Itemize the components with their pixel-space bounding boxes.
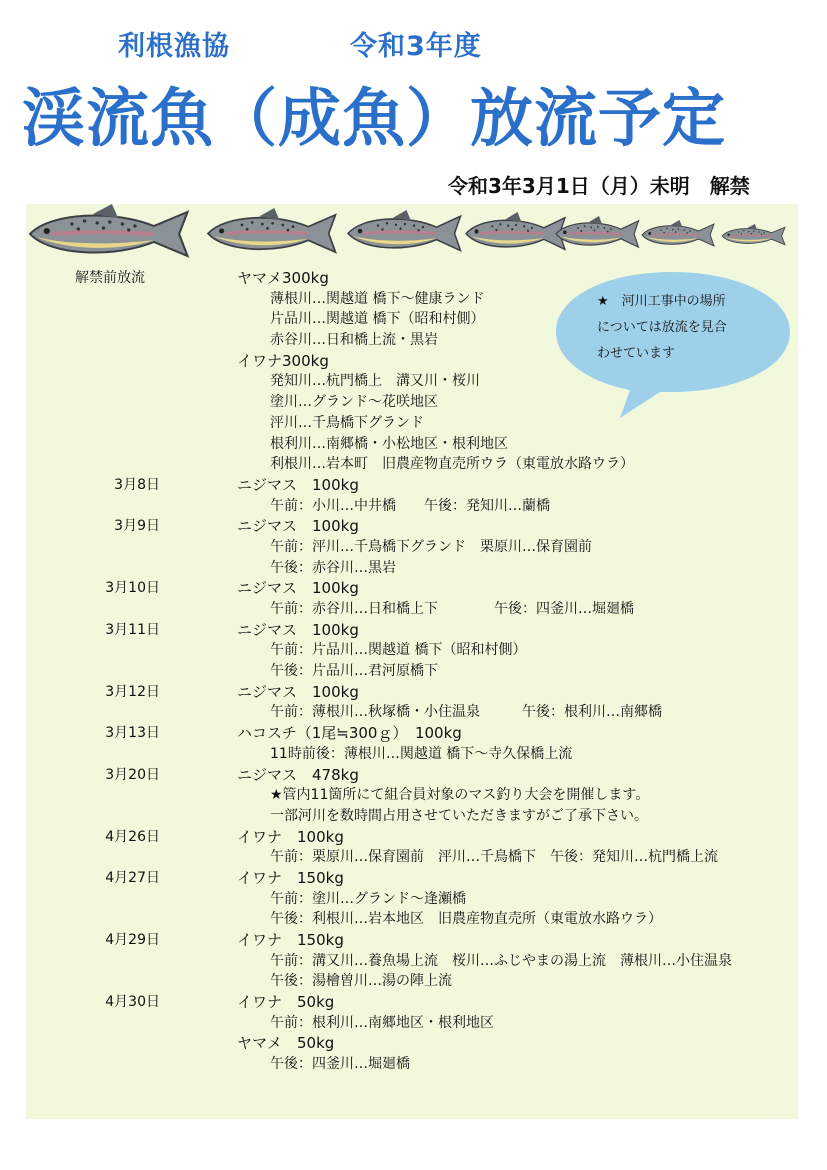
schedule-row: [0, 827, 827, 848]
release-location: 11時前後：薄根川…関越道 橋下～寺久保橋上流: [270, 745, 573, 762]
fish-icon-4: [466, 212, 565, 249]
fish-release-amount: ニジマス 100kg: [237, 579, 359, 598]
fish-release-amount: ヤマメ 50kg: [237, 1034, 335, 1053]
fish-release-amount: イワナ 150kg: [237, 868, 344, 887]
fish-release-amount: ヤマメ300kg: [237, 269, 329, 287]
schedule-date: 4月29日: [105, 932, 160, 948]
schedule-date: 3月10日: [105, 580, 160, 597]
schedule-date: 3月13日: [105, 725, 160, 742]
schedule-date: 3月20日: [105, 766, 160, 783]
header-fiscal-year: 令和3年度: [350, 31, 482, 62]
schedule-row: [0, 806, 827, 827]
lift-date: 令和3年3月1日（月）未明 解禁: [448, 174, 750, 198]
release-location: 午後：四釜川…堀廻橋: [270, 1056, 410, 1073]
schedule-row: [0, 909, 827, 930]
release-location: 午前：根利川…南郷地区・根利地区: [270, 1014, 494, 1031]
fish-release-amount: イワナ 150kg: [237, 931, 344, 949]
release-location: 午前：片品川…関越道 橋下（昭和村側）: [270, 642, 527, 659]
schedule-row: [0, 268, 827, 289]
schedule-row: [0, 537, 827, 558]
schedule-row: [0, 330, 827, 351]
schedule-row: [0, 1054, 827, 1075]
schedule-date: 3月8日: [114, 476, 160, 493]
note-line: については放流を見合: [597, 320, 727, 335]
fish-icon-7: [722, 224, 785, 245]
schedule-row: [0, 971, 827, 992]
schedule-row: [0, 558, 827, 579]
schedule-row: [0, 1013, 827, 1034]
schedule-row: [0, 744, 827, 765]
release-location: 午後：湯檜曽川…湯の陣上流: [270, 973, 452, 990]
release-location: 午前：溝又川…養魚場上流 桜川…ふじやまの湯上流 薄根川…小住温泉: [270, 952, 732, 969]
fish-release-amount: ニジマス 100kg: [237, 517, 359, 536]
release-location: 午前：赤谷川…日和橋上下 午後：四釜川…堀廻橋: [270, 601, 634, 617]
schedule-row: [0, 951, 827, 972]
fish-release-amount: ニジマス 100kg: [237, 682, 359, 701]
schedule-row: [0, 496, 827, 517]
release-location: 赤谷川…日和橋上流・黒岩: [270, 332, 438, 349]
fish-release-amount: イワナ 100kg: [237, 827, 344, 846]
fish-release-amount: ハコスチ（1尾≒300ｇ） 100kg: [237, 724, 462, 743]
schedule-row: [0, 620, 827, 641]
release-location: 午前：栗原川…保育園前 泙川…千鳥橋下 午後：発知川…杭門橋上流: [270, 849, 718, 866]
fish-illustration-row: [26, 204, 798, 264]
fish-release-amount: ニジマス 100kg: [237, 620, 359, 639]
release-location: 午後：利根川…岩本地区 旧農産物直売所（東電放水路ウラ）: [270, 911, 662, 928]
release-location: 泙川…千鳥橋下グランド: [270, 414, 424, 431]
schedule-row: [0, 702, 827, 723]
release-location: 発知川…杭門橋上 溝又川・桜川: [270, 373, 480, 390]
schedule-row: [0, 599, 827, 620]
schedule-row: [0, 289, 827, 310]
fish-release-amount: ニジマス 100kg: [237, 475, 359, 494]
page-title: 渓流魚（成魚）放流予定: [22, 82, 726, 155]
schedule-row: [0, 889, 827, 910]
schedule-row: [0, 309, 827, 330]
fish-icon-1: [30, 204, 188, 256]
header-org: 利根漁協: [118, 31, 230, 62]
note-line: わせています: [597, 346, 676, 361]
schedule-row: [0, 454, 827, 475]
schedule-row: [0, 475, 827, 496]
schedule-date: 4月30日: [105, 994, 160, 1011]
fish-icon-3: [348, 210, 461, 251]
schedule-row: [0, 1033, 827, 1054]
schedule-row: [0, 682, 827, 703]
fish-release-amount: イワナ 50kg: [237, 993, 335, 1012]
release-location: 午前：泙川…千鳥橋下グランド 栗原川…保育園前: [270, 538, 592, 555]
pre-lift-label: 解禁前放流: [75, 270, 145, 286]
release-location: 片品川…関越道 橋下（昭和村側）: [270, 311, 485, 328]
schedule-row: [0, 351, 827, 372]
schedule-date: 4月27日: [105, 869, 160, 886]
release-location: 一部河川を数時間占用させていただきますがご了承下さい。: [270, 807, 648, 824]
fish-release-amount: イワナ300kg: [237, 351, 329, 370]
release-location: 午後：赤谷川…黒岩: [270, 559, 396, 576]
release-location: 午前：塗川…グランド～逢瀬橋: [270, 890, 466, 907]
schedule-row: [0, 516, 827, 537]
schedule-date: 3月12日: [105, 683, 160, 700]
note-line: ★ 河川工事中の場所: [597, 294, 726, 309]
release-location: 根利川…南郷橋・小松地区・根利地区: [270, 435, 508, 452]
schedule-row: [0, 847, 827, 868]
schedule-row: [0, 723, 827, 744]
schedule-row: [0, 868, 827, 889]
schedule-row: [0, 578, 827, 599]
schedule-row: [0, 434, 827, 455]
schedule-row: [0, 930, 827, 951]
schedule-list: [0, 268, 827, 1075]
schedule-date: 4月26日: [105, 828, 160, 845]
release-location: ★管内11箇所にて組合員対象のマス釣り大会を開催します。: [270, 787, 650, 804]
schedule-row: [0, 640, 827, 661]
schedule-date: 3月9日: [114, 518, 160, 535]
schedule-row: [0, 992, 827, 1013]
schedule-row: [0, 661, 827, 682]
fish-icon-6: [642, 220, 714, 246]
release-location: 午前：薄根川…秋塚橋・小住温泉 午後：根利川…南郷橋: [270, 704, 662, 721]
schedule-row: [0, 371, 827, 392]
schedule-row: [0, 392, 827, 413]
release-location: 利根川…岩本町 旧農産物直売所ウラ（東電放水路ウラ）: [270, 456, 634, 473]
schedule-row: [0, 785, 827, 806]
schedule-date: 3月11日: [105, 621, 160, 638]
schedule-row: [0, 413, 827, 434]
release-location: 午前：小川…中井橋 午後：発知川…蘭橋: [270, 497, 550, 514]
release-location: 薄根川…関越道 橋下～健康ランド: [270, 290, 485, 307]
schedule-row: [0, 765, 827, 786]
fish-icon-5: [556, 216, 639, 247]
fish-release-amount: ニジマス 478kg: [237, 765, 359, 784]
release-location: 塗川…グランド～花咲地区: [270, 394, 438, 411]
release-location: 午後：片品川…君河原橋下: [270, 663, 438, 680]
fish-icon-2: [208, 208, 336, 252]
